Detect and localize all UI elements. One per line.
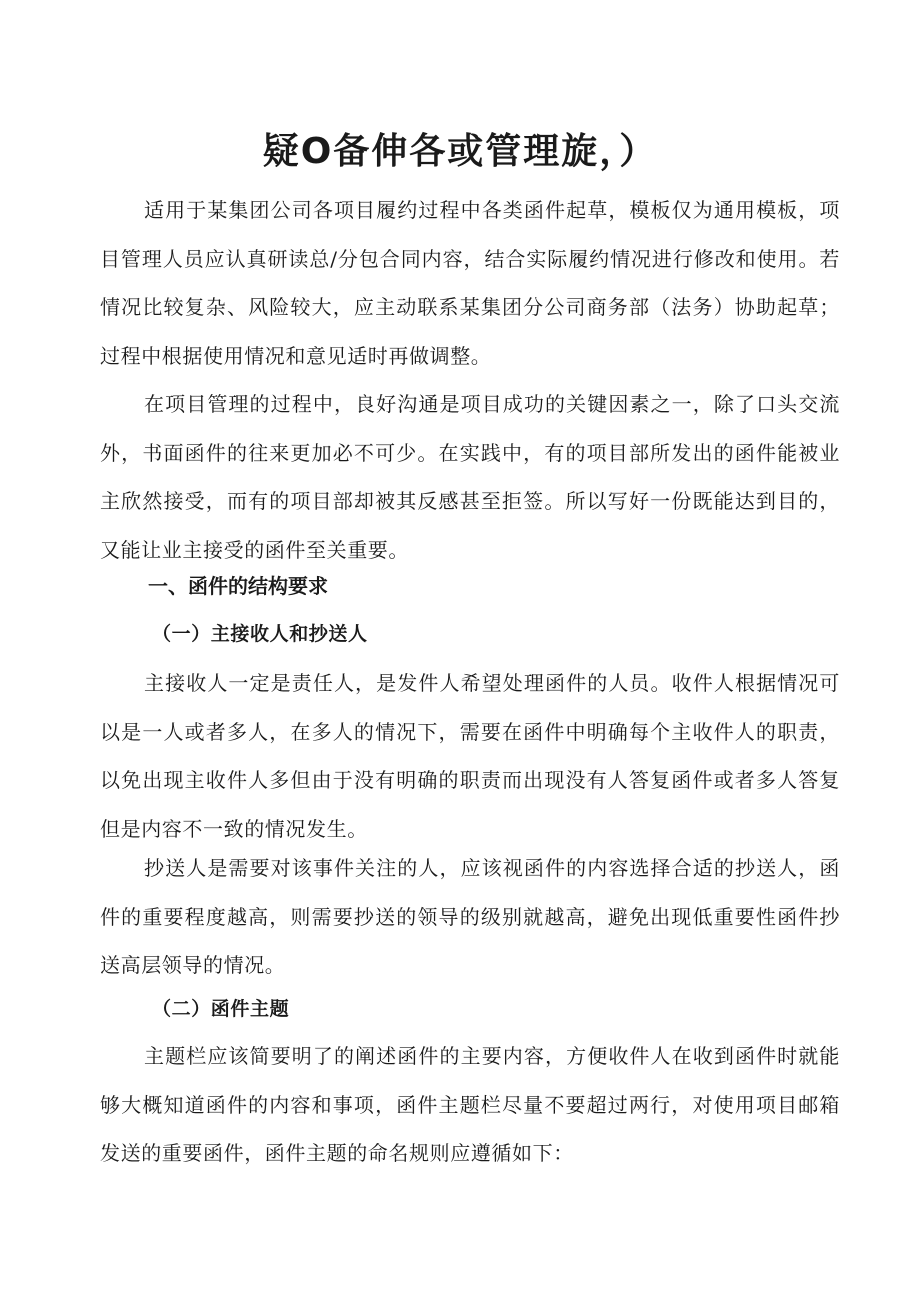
subject-paragraph: 主题栏应该简要明了的阐述函件的主要内容，方便收件人在收到函件时就能够大概知道函件的内容和事项，函件主题栏尽量不要超过两行，对使用项目邮箱发送的重要函件，函件主题的命名规则应遵循如下： <box>100 1044 840 1165</box>
main-recipient-paragraph: 主接收人一定是责任人，是发件人希望处理函件的人员。收件人根据情况可以是一人或者多人，在多人的情况下，需要在函件中明确每个主收件人的职责，以免出现主收件人多但由于没有明确的职责而出现没有人答复函件或者多人答复但是内容不一致的情况发生。 <box>100 671 840 841</box>
document-title: 疑O备伸各或管理旋，） <box>262 131 658 172</box>
intro-paragraph: 适用于某集团公司各项目履约过程中各类函件起草，模板仅为通用模板，项目管理人员应认真研读总/分包合同内容，结合实际履约情况进行修改和使用。若情况比较复杂、风险较大，应主动联系某集团分公司商务部（法务）协助起草；过程中根据使用情况和意见适时再做调整。 <box>100 198 840 368</box>
subheading-subject: （二）函件主题 <box>152 998 290 1020</box>
section-heading-structure: 一、函件的结构要求 <box>148 574 328 598</box>
cc-recipient-paragraph: 抄送人是需要对该事件关注的人，应该视函件的内容选择合适的抄送人，函件的重要程度越高，则需要抄送的领导的级别就越高，避免出现低重要性函件抄送高层领导的情况。 <box>100 856 840 977</box>
communication-paragraph: 在项目管理的过程中，良好沟通是项目成功的关键因素之一，除了口头交流外，书面函件的往来更加必不可少。在实践中，有的项目部所发出的函件能被业主欣然接受，而有的项目部却被其反感甚至拒签。所以写好一份既能达到目的，又能让业主接受的函件至关重要。 <box>100 392 840 562</box>
subheading-recipients: （一）主接收人和抄送人 <box>152 623 368 645</box>
